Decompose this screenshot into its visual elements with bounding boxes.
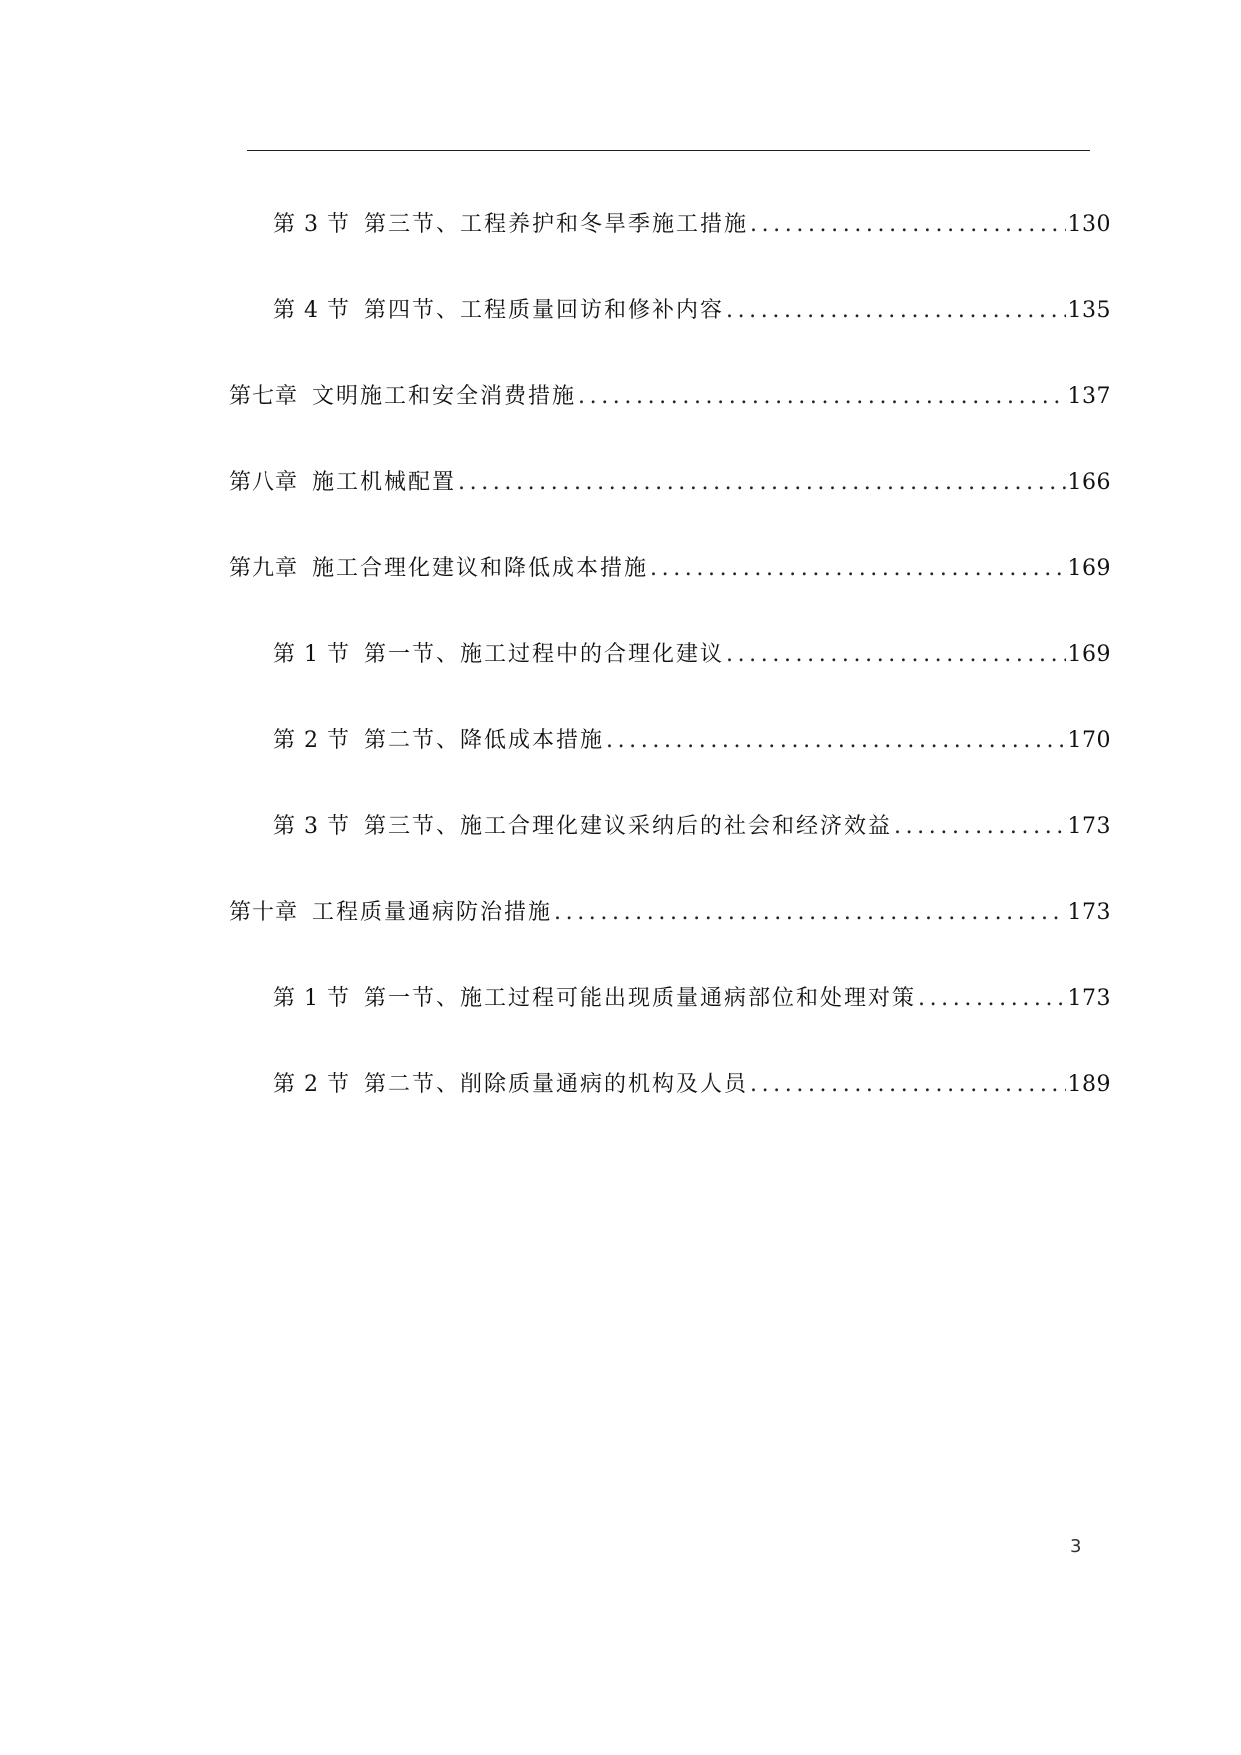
toc-entry-page: 173 [1067,986,1111,1011]
toc-entry-number: 第十章 [229,900,299,925]
toc-entry-page: 135 [1067,298,1111,323]
toc-entry-chapter[interactable] [229,466,1111,500]
dot-leader [918,982,1066,1016]
dot-leader [578,380,1065,414]
dot-leader [750,1068,1066,1102]
toc-entry-page: 130 [1067,212,1111,237]
toc-entry-section[interactable] [273,294,1111,328]
dot-leader [606,724,1066,758]
toc-entry-chapter[interactable] [229,380,1111,414]
toc-entry-page: 137 [1067,384,1111,409]
toc-entry-title: 文明施工和安全消费措施 [312,384,577,409]
toc-entry-title: 第三节、工程养护和冬旱季施工措施 [363,212,748,237]
dot-leader [894,810,1066,844]
toc-entry-number: 第 2 节 [273,728,350,753]
dot-leader [554,896,1065,930]
dot-leader [458,466,1065,500]
toc-entry-title: 第二节、削除质量通病的机构及人员 [363,1072,748,1097]
toc-entry-page: 189 [1067,1072,1111,1097]
page-number: 3 [1070,1536,1082,1557]
toc-entry-section[interactable] [273,208,1111,242]
toc-entry-section[interactable] [273,982,1111,1016]
toc-entry-section[interactable] [273,724,1111,758]
toc-entry-number: 第七章 [229,384,299,409]
toc-entry-number: 第 1 节 [273,642,350,667]
toc-entry-number: 第 2 节 [273,1072,350,1097]
toc-entry-page: 169 [1067,642,1111,667]
toc-entry-title: 第一节、施工过程可能出现质量通病部位和处理对策 [363,986,916,1011]
toc-entry-number: 第九章 [229,556,299,581]
dot-leader [750,208,1066,242]
dot-leader [726,638,1066,672]
toc-entry-title: 第二节、降低成本措施 [363,728,604,753]
toc-entry-section[interactable] [273,810,1111,844]
toc-entry-number: 第 3 节 [273,212,350,237]
toc-entry-page: 173 [1067,900,1111,925]
toc-entry-page: 169 [1067,556,1111,581]
toc-entry-title: 第一节、施工过程中的合理化建议 [363,642,724,667]
toc-entry-number: 第八章 [229,470,299,495]
toc-entry-title: 施工合理化建议和降低成本措施 [312,556,649,581]
toc-entry-section[interactable] [273,1068,1111,1102]
toc-entry-title: 施工机械配置 [312,470,457,495]
dot-leader [726,294,1066,328]
toc-entry-title: 工程质量通病防治措施 [312,900,553,925]
toc-entry-section[interactable] [273,638,1111,672]
toc-entry-number: 第 1 节 [273,986,350,1011]
toc-entry-chapter[interactable] [229,552,1111,586]
toc-entry-number: 第 3 节 [273,814,350,839]
toc-entry-number: 第 4 节 [273,298,350,323]
dot-leader [650,552,1065,586]
toc-entry-chapter[interactable] [229,896,1111,930]
toc-entry-page: 173 [1067,814,1111,839]
toc-entry-page: 170 [1067,728,1111,753]
toc-entry-title: 第四节、工程质量回访和修补内容 [363,298,724,323]
toc-entry-page: 166 [1067,470,1111,495]
toc-entry-title: 第三节、施工合理化建议采纳后的社会和经济效益 [363,814,892,839]
